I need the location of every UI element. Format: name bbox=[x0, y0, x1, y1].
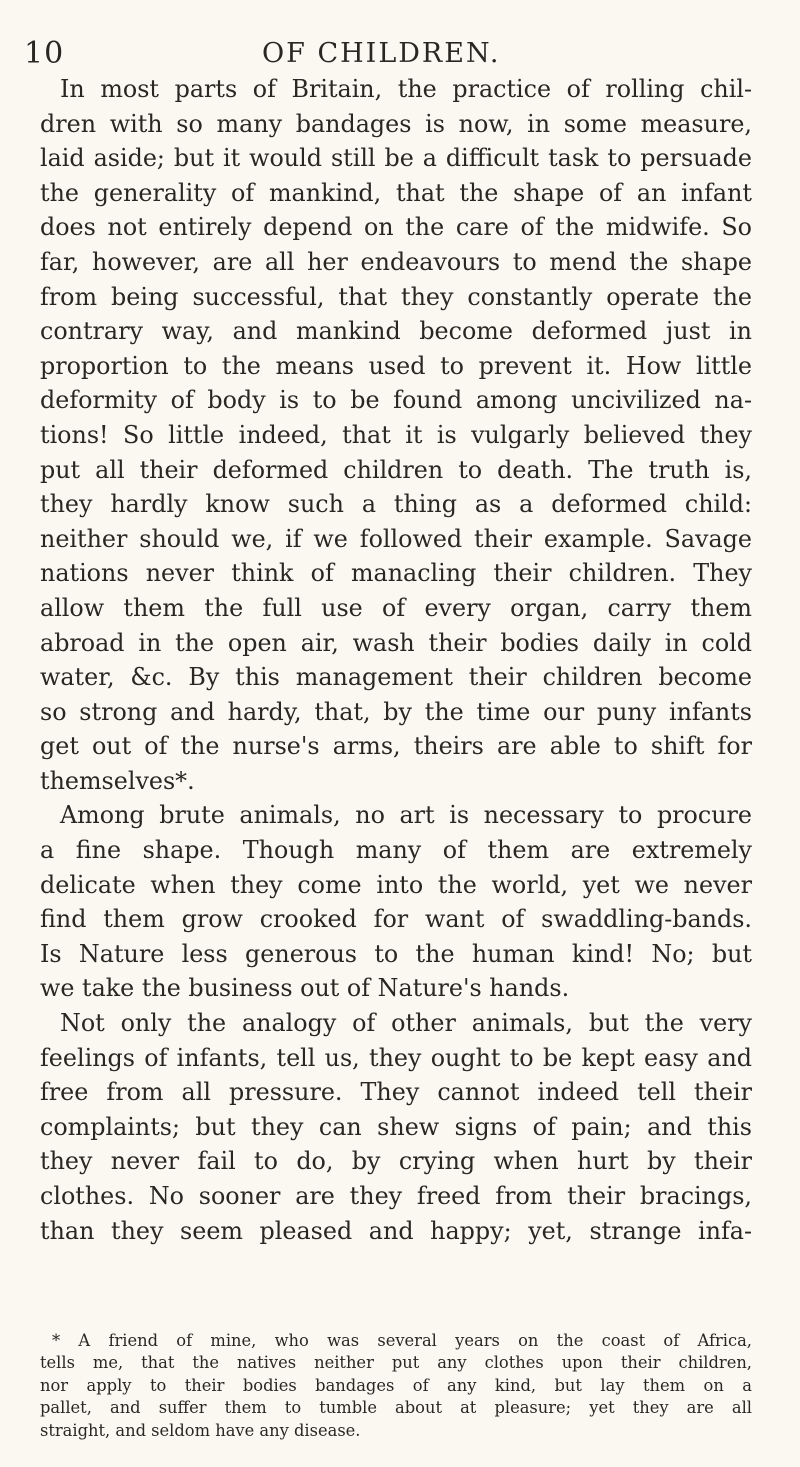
text-line: contrary way, and mankind become deformed just in bbox=[40, 317, 752, 346]
text-line: so strong and hardy, that, by the time our puny infants bbox=[40, 697, 752, 726]
text-line: deformity of body is to be found among uncivilized na- bbox=[40, 386, 752, 415]
text-line: far, however, are all her endeavours to mend the shape bbox=[40, 247, 752, 276]
footnote-line: tells me, that the natives neither put any clothes upon their children, bbox=[40, 1353, 752, 1373]
text-line: feelings of infants, tell us, they ought to be kept easy and bbox=[40, 1043, 752, 1072]
footnote-line: pallet, and suffer them to tumble about at pleasure; yet they are all bbox=[40, 1398, 752, 1418]
text-line: tions! So little indeed, that it is vulgarly believed they bbox=[40, 420, 752, 449]
text-line: free from all pressure. They cannot indeed tell their bbox=[40, 1078, 752, 1107]
text-line: they never fail to do, by crying when hurt by their bbox=[40, 1147, 752, 1176]
running-head: OF CHILDREN. bbox=[262, 38, 501, 69]
text-line: Not only the analogy of other animals, but the very bbox=[60, 1009, 752, 1038]
text-line: Is Nature less generous to the human kind! No; but bbox=[40, 939, 752, 968]
text-line: does not entirely depend on the care of the midwife. So bbox=[40, 213, 752, 242]
text-line: proportion to the means used to prevent it. How little bbox=[40, 351, 752, 380]
text-line: abroad in the open air, wash their bodies daily in cold bbox=[40, 628, 752, 657]
text-line: laid aside; but it would still be a difficult task to persuade bbox=[40, 144, 752, 173]
main-text bbox=[40, 72, 752, 1248]
text-line: allow them the full use of every organ, carry them bbox=[40, 593, 752, 622]
text-line: water, &c. By this management their children become bbox=[40, 663, 752, 692]
footnote bbox=[40, 1330, 752, 1442]
text-line: delicate when they come into the world, yet we never bbox=[40, 870, 752, 899]
text-line: than they seem pleased and happy; yet, strange infa- bbox=[40, 1216, 752, 1245]
footnote-line: nor apply to their bodies bandages of any kind, but lay them on a bbox=[40, 1375, 752, 1395]
text-line: put all their deformed children to death. The truth is, bbox=[40, 455, 752, 484]
page-header bbox=[24, 36, 764, 70]
text-line: In most parts of Britain, the practice of rolling chil- bbox=[60, 75, 752, 103]
text-line: a fine shape. Though many of them are extremely bbox=[40, 836, 752, 865]
text-line: they hardly know such a thing as a deformed child: bbox=[40, 490, 752, 519]
text-line: Among brute animals, no art is necessary to procure bbox=[60, 801, 752, 830]
text-line: get out of the nurse's arms, theirs are able to shift for bbox=[40, 732, 752, 761]
text-line: complaints; but they can shew signs of pain; and this bbox=[40, 1112, 752, 1141]
text-line: neither should we, if we followed their example. Savage bbox=[40, 524, 752, 553]
footnote-line: * A friend of mine, who was several years on the coast of Africa, bbox=[52, 1331, 752, 1350]
text-line: the generality of mankind, that the shape of an infant bbox=[40, 178, 752, 207]
text-line: dren with so many bandages is now, in some measure, bbox=[40, 109, 752, 138]
text-line: from being successful, that they constantly operate the bbox=[40, 282, 752, 311]
text-line: themselves*. bbox=[40, 766, 195, 795]
footnote-line: straight, and seldom have any disease. bbox=[40, 1420, 361, 1440]
text-line: nations never think of manacling their children. They bbox=[40, 559, 752, 588]
page-number: 10 bbox=[24, 36, 65, 71]
text-line: clothes. No sooner are they freed from their bracings, bbox=[40, 1182, 752, 1210]
text-line: we take the business out of Nature's hands. bbox=[40, 974, 570, 1003]
text-line: find them grow crooked for want of swaddling-bands. bbox=[40, 905, 752, 934]
